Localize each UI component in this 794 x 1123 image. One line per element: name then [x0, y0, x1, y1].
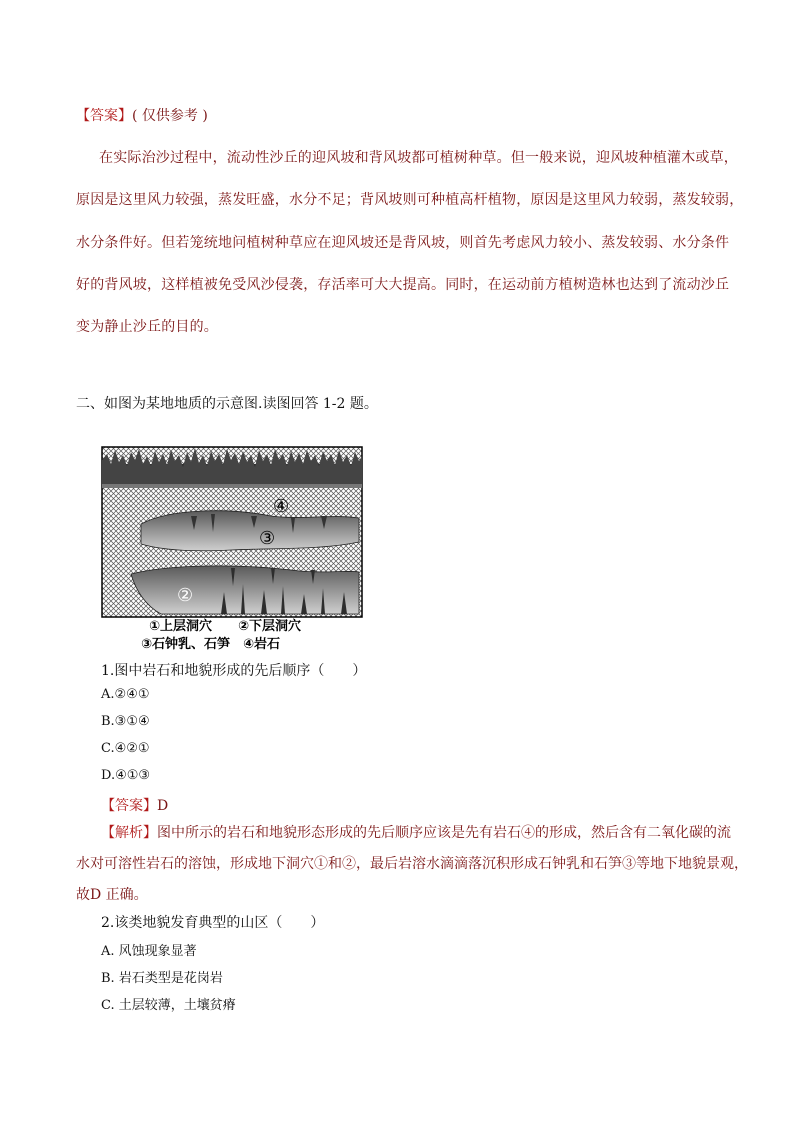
answer-line-4: 好的背风坡，这样植被免受风沙侵袭，存活率可大大提高。同时，在运动前方植树造林也达到了流动沙丘: [76, 277, 730, 293]
q1-analysis-text-1: 图中所示的岩石和地貌形态形成的先后顺序应该是先有岩石④的形成，然后含有二氧化碳的流: [157, 825, 731, 841]
label-lower-cave: ②: [177, 585, 194, 606]
q1-answer-tag: 【答案】: [101, 798, 157, 814]
q2-option-c[interactable]: C. 土层较薄，土壤贫瘠: [101, 998, 236, 1013]
q2-option-b[interactable]: B. 岩石类型是花岗岩: [101, 971, 223, 986]
answer-line-1: 在实际治沙过程中，流动性沙丘的迎风坡和背风坡都可植树种草。但一般来说，迎风坡种植灌木或草，: [99, 150, 738, 166]
geology-figure: [101, 446, 363, 652]
q1-option-d[interactable]: D.④①③: [101, 768, 151, 783]
q1-answer-value: D: [157, 798, 169, 814]
label-rock: ④: [273, 496, 290, 517]
q1-option-c[interactable]: C.④②①: [101, 741, 150, 756]
legend-row-1: ①上层洞穴 ②下层洞穴: [149, 619, 302, 634]
answer-note: ( 仅供参考 ): [132, 108, 208, 124]
q1-option-a[interactable]: A.②④①: [101, 687, 150, 702]
q1-answer: [101, 795, 168, 815]
q1-option-b[interactable]: B.③①④: [101, 714, 150, 729]
q2-option-a[interactable]: A. 风蚀现象显著: [101, 944, 197, 959]
q2-stem: 2.该类地貌发育典型的山区（ ）: [101, 915, 325, 931]
q1-analysis-line-3: 故D 正确。: [76, 887, 148, 903]
answer-line-2: 原因是这里风力较强，蒸发旺盛，水分不足；背风坡则可种植高杆植物，原因是这里风力较弱，蒸发较弱，: [76, 192, 744, 208]
answer-heading: [76, 105, 208, 125]
legend-row-2: ③石钟乳、石笋 ④岩石: [141, 637, 281, 652]
section-heading: 二、如图为某地地质的示意图.读图回答 1-2 题。: [76, 396, 378, 412]
label-formations: ③: [259, 528, 276, 549]
q1-analysis-tag: 【解析】: [101, 825, 157, 841]
answer-tag: 【答案】: [76, 108, 132, 124]
answer-line-3: 水分条件好。但若笼统地问植树种草应在迎风坡还是背风坡，则首先考虑风力较小、蒸发较弱、水分条件: [76, 235, 730, 251]
q1-analysis-line-1: [101, 822, 731, 842]
q1-analysis-line-2: 水对可溶性岩石的溶蚀，形成地下洞穴①和②，最后岩溶水滴滴落沉积形成石钟乳和石笋③等地下地貌景观，: [76, 856, 748, 872]
q1-stem: 1.图中岩石和地貌形成的先后顺序（ ）: [101, 663, 367, 679]
cave-diagram: [101, 446, 363, 652]
lower-cave: [131, 566, 359, 614]
answer-line-5: 变为静止沙丘的目的。: [76, 319, 218, 335]
